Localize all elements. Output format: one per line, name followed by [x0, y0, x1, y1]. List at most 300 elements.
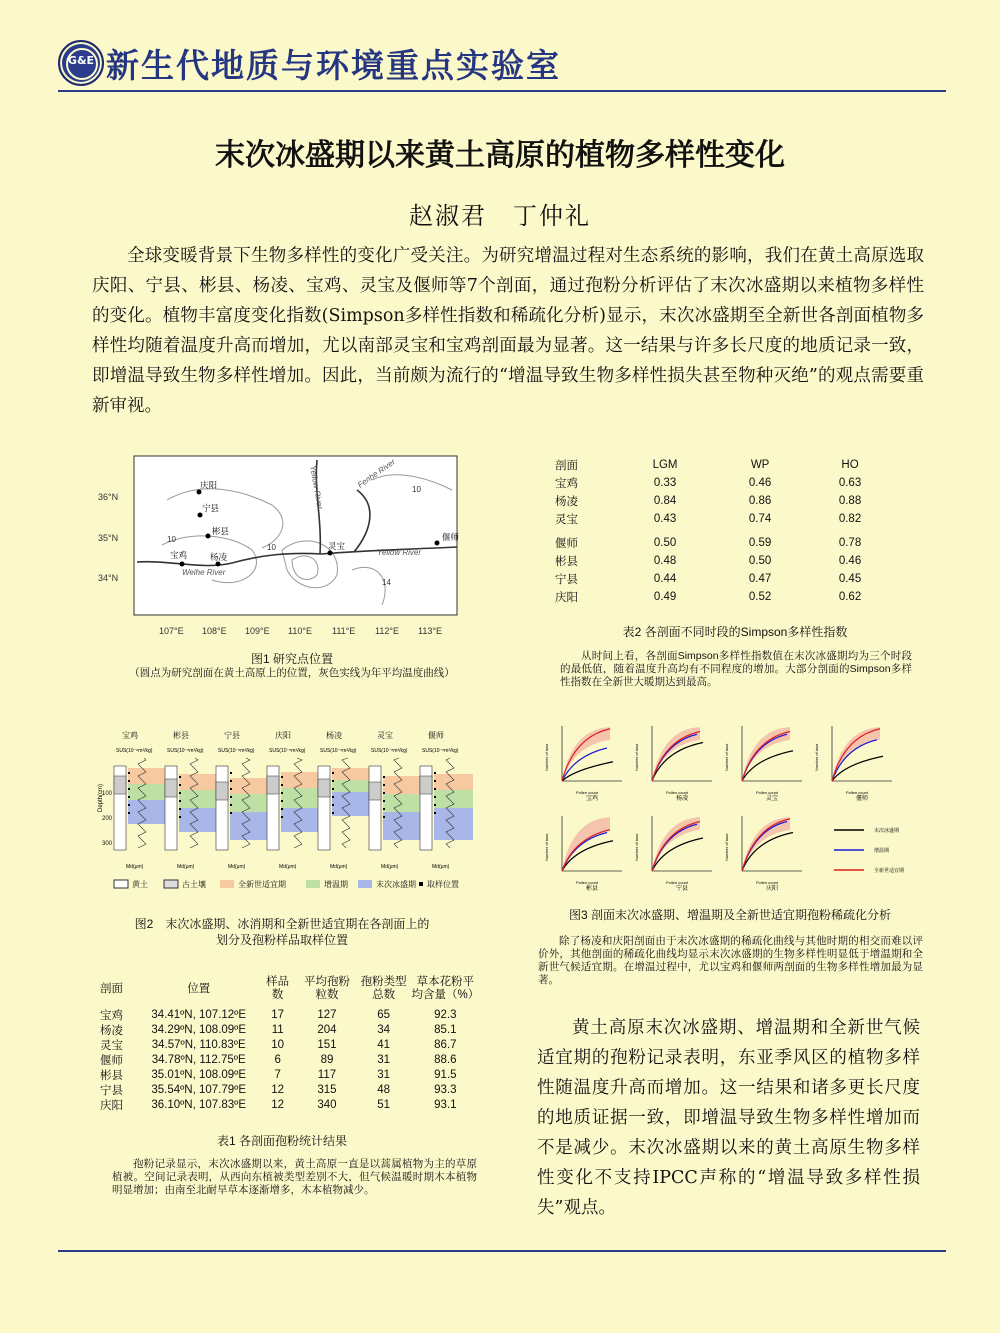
- table-cell: 庆阳: [555, 590, 578, 604]
- sample-marker: [281, 800, 283, 802]
- table-cell: 17: [271, 1009, 285, 1021]
- table-row: [100, 1083, 480, 1098]
- md-axis-label: Md(μm): [330, 864, 348, 870]
- t1-header-text: 平均孢粉: [303, 976, 350, 988]
- table-cell: 宁县: [100, 1083, 123, 1097]
- sample-marker: [434, 772, 436, 774]
- table-cell: 92.3: [434, 1009, 457, 1021]
- lon-label: 112°E: [375, 626, 399, 636]
- site-label: 庆阳: [200, 480, 218, 490]
- profile-site-label: 庆阳: [275, 731, 291, 740]
- sus-axis-label: SUS(10⁻⁸m³/kg): [422, 748, 459, 754]
- sample-marker: [332, 804, 334, 806]
- table-cell: 88.6: [434, 1054, 457, 1066]
- sample-marker: [128, 780, 130, 782]
- sus-axis-label: SUS(10⁻⁸m³/kg): [218, 748, 255, 754]
- site-label: 偃师: [442, 532, 460, 542]
- depth-tick: 300: [102, 841, 113, 847]
- table2-note: 从时间上看，各剖面Simpson多样性指数值在末次冰盛期均为三个时段的最低值，随着温度升高均有不同程度的增加。大部分剖面的Simpson多样性指数在全新世大暖期达到最高。: [560, 650, 912, 688]
- table-cell: 151: [317, 1039, 337, 1051]
- table-cell: 204: [317, 1024, 337, 1036]
- table-1: [100, 976, 480, 1113]
- table-cell: 10: [271, 1039, 285, 1051]
- profile-site-label: 杨凌: [326, 731, 342, 740]
- table-2: [555, 456, 895, 606]
- footer-divider: [58, 1250, 946, 1252]
- sample-marker: [128, 788, 130, 790]
- legend-ho-swatch: [220, 880, 234, 888]
- t1-header-text: 剖面: [100, 982, 123, 995]
- t1-header-text: 样品: [266, 976, 290, 988]
- sample-marker: [128, 772, 130, 774]
- period-band: [230, 778, 269, 794]
- table-cell: 85.1: [434, 1024, 457, 1036]
- table-2-header: [555, 456, 895, 474]
- table-cell: 7: [274, 1069, 281, 1081]
- table-cell: 65: [377, 1009, 391, 1021]
- md-axis-label: Md(μm): [432, 864, 450, 870]
- period-band: [383, 812, 422, 840]
- table-cell: 0.50: [653, 537, 677, 549]
- sus-axis-label: SUS(10⁻⁸m³/kg): [167, 748, 204, 754]
- md-axis-label: Md(μm): [177, 864, 195, 870]
- sample-marker: [434, 780, 436, 782]
- legend-label: 增温期: [324, 880, 348, 889]
- t2-header-cell: 剖面: [555, 460, 578, 472]
- table-cell: 0.48: [653, 555, 677, 567]
- sus-axis-label: SUS(10⁻⁸m³/kg): [320, 748, 357, 754]
- lab-name: 新生代地质与环境重点实验室: [106, 46, 561, 85]
- table-cell: 11: [271, 1024, 284, 1036]
- lon-label: 109°E: [245, 626, 270, 636]
- table-cell: 0.82: [838, 513, 862, 525]
- panel-xlabel: Pollen count: [756, 880, 779, 885]
- t1-header-text: 草本花粉平: [416, 976, 475, 988]
- table-cell: 宁县: [555, 572, 578, 586]
- legend-label: 黄土: [132, 880, 148, 889]
- legend-label: 全新世适宜期: [874, 868, 905, 874]
- site-label: 杨凌: [210, 552, 228, 562]
- table-cell: 0.33: [653, 477, 677, 489]
- panel-ylabel: Number of taxa: [634, 743, 639, 771]
- t1-header-text: 均含量（%）: [411, 989, 480, 1001]
- table-cell: 0.62: [838, 591, 862, 603]
- site-dot: [198, 513, 203, 518]
- table-row: [100, 1098, 480, 1113]
- table-cell: 117: [317, 1069, 337, 1081]
- depth-tick: 200: [102, 816, 113, 822]
- sample-marker: [332, 788, 334, 790]
- table-cell: 0.84: [653, 495, 677, 507]
- table-cell: 89: [320, 1054, 334, 1066]
- period-band: [434, 808, 473, 840]
- t2-header-cell: HO: [841, 459, 859, 471]
- sample-marker: [332, 780, 334, 782]
- table-cell: 41: [377, 1039, 391, 1051]
- isotherm-label: 14: [382, 578, 391, 587]
- panel-xlabel: Pollen count: [666, 880, 689, 885]
- table-row: [555, 552, 895, 570]
- md-axis-label: Md(μm): [126, 864, 144, 870]
- table-row: [100, 1053, 480, 1068]
- sample-marker: [434, 812, 436, 814]
- panel-xlabel: Pollen count: [846, 790, 869, 795]
- lon-label: 113°E: [418, 626, 442, 636]
- fig3-note: 除了杨凌和庆阳剖面由于末次冰盛期的稀疏化曲线与其他时期的相交而难以评价外，其他剖面的稀疏化曲线均显示末次冰盛期的生物多样性明显低于增温期和全新世气候适宜期。在增温过程中，尤以宝鸡和偃师两剖面的生物多样性增加最为显著。: [538, 935, 923, 986]
- table-cell: 杨凌: [555, 494, 578, 508]
- ho-confidence-band: [742, 817, 790, 871]
- sample-marker: [434, 796, 436, 798]
- fig1-caption: 图1 研究点位置: [250, 652, 333, 666]
- table-cell: 0.46: [838, 555, 862, 567]
- table-cell: 35.01ºN, 108.09ºE: [151, 1069, 247, 1081]
- sample-marker: [179, 792, 181, 794]
- period-band: [281, 808, 320, 832]
- table-cell: 31: [377, 1054, 391, 1066]
- site-dot: [197, 490, 202, 495]
- table-cell: 彬县: [100, 1068, 123, 1082]
- md-axis-label: Md(μm): [228, 864, 246, 870]
- t1-header-text: 数: [271, 989, 284, 1001]
- sample-marker: [128, 812, 130, 814]
- period-band: [281, 772, 320, 788]
- sample-marker: [383, 808, 385, 810]
- site-label: 宁县: [202, 503, 220, 513]
- table-row: [555, 570, 895, 588]
- period-band: [128, 784, 167, 800]
- table-row: [555, 510, 895, 531]
- table-cell: 宝鸡: [555, 476, 578, 490]
- logo-text: G&E: [67, 54, 95, 67]
- sample-marker: [434, 788, 436, 790]
- paleosol-layer: [267, 776, 279, 794]
- paleosol-layer: [216, 782, 228, 800]
- table-cell: 35.54ºN, 107.79ºE: [151, 1084, 247, 1096]
- depth-tick: 100: [102, 791, 113, 797]
- isotherm-label: 10: [167, 535, 176, 544]
- legend-label: 取样位置: [427, 880, 459, 889]
- legend-sample-swatch: [419, 882, 423, 886]
- sample-marker: [332, 796, 334, 798]
- table-cell: 灵宝: [555, 512, 578, 526]
- profile-site-label: 宝鸡: [122, 731, 138, 740]
- panel-site-label: 杨凌: [676, 796, 689, 802]
- depth-axis-label: Depth(cm): [98, 783, 104, 812]
- legend-label: 古土壤: [182, 880, 206, 889]
- page-title: 末次冰盛期以来黄土高原的植物多样性变化: [215, 138, 785, 173]
- legend-wp-swatch: [306, 880, 320, 888]
- period-band: [128, 800, 167, 824]
- table-cell: 34.41ºN, 107.12ºE: [151, 1009, 247, 1021]
- panel-site-label: 宝鸡: [586, 796, 599, 802]
- period-band: [383, 794, 422, 812]
- legend-label: 增温期: [874, 848, 890, 854]
- period-band: [179, 774, 218, 790]
- fig2-caption-line2: 划分及孢粉样品取样位置: [215, 933, 348, 947]
- table-cell: 庆阳: [100, 1098, 123, 1112]
- panel-site-label: 偃师: [856, 796, 869, 802]
- sample-marker: [230, 772, 232, 774]
- panel-ylabel: Number of taxa: [544, 833, 549, 861]
- legend-lgm-swatch: [358, 880, 372, 888]
- md-axis-label: Md(μm): [381, 864, 399, 870]
- sample-marker: [179, 816, 181, 818]
- table-row: [555, 474, 895, 492]
- lat-label: 34°N: [98, 573, 119, 583]
- table-cell: 12: [271, 1099, 285, 1111]
- fig3-caption: 图3 剖面末次冰盛期、增温期及全新世适宜期孢粉稀疏化分析: [568, 908, 891, 922]
- panel-site-label: 庆阳: [766, 886, 779, 892]
- sample-marker: [179, 800, 181, 802]
- table-row: [100, 1008, 480, 1023]
- sample-marker: [128, 796, 130, 798]
- table-cell: 0.49: [653, 591, 677, 603]
- table-cell: 36.10ºN, 107.83ºE: [151, 1099, 247, 1111]
- legend-label: 末次冰盛期: [874, 828, 900, 834]
- table-cell: 0.52: [748, 591, 772, 603]
- legend-label: 末次冰盛期: [376, 880, 416, 889]
- table-cell: 0.46: [748, 477, 772, 489]
- period-band: [230, 794, 269, 812]
- period-band: [434, 790, 473, 808]
- sample-marker: [230, 780, 232, 782]
- t1-header-cell: [297, 976, 356, 1008]
- table-cell: 127: [317, 1009, 337, 1021]
- t1-header-cell: [411, 976, 480, 1008]
- sample-marker: [332, 772, 334, 774]
- table-cell: 0.47: [748, 573, 772, 585]
- profile-site-label: 宁县: [224, 731, 240, 740]
- figure-1-map: [92, 450, 472, 645]
- sample-marker: [332, 812, 334, 814]
- ho-confidence-band: [562, 817, 610, 871]
- panel-ylabel: Number of taxa: [724, 833, 729, 861]
- sample-marker: [128, 804, 130, 806]
- t2-header-cell: LGM: [652, 459, 678, 471]
- period-band: [332, 780, 371, 792]
- paleosol-layer: [114, 776, 126, 794]
- table-cell: 12: [271, 1084, 285, 1096]
- panel-site-label: 灵宝: [766, 796, 779, 802]
- figure-2-profiles: [92, 728, 482, 900]
- table-cell: 0.86: [748, 495, 772, 507]
- table-cell: 91.5: [434, 1069, 457, 1081]
- isotherm-label: 10: [412, 485, 421, 494]
- site-dot: [328, 551, 333, 556]
- table-cell: 34: [377, 1024, 391, 1036]
- river-label: Yellow River: [308, 464, 325, 510]
- sample-marker: [230, 796, 232, 798]
- sample-marker: [383, 776, 385, 778]
- sample-marker: [383, 784, 385, 786]
- sample-marker: [281, 816, 283, 818]
- period-band: [281, 788, 320, 808]
- t1-header-text: 粒数: [315, 989, 339, 1001]
- legend-loess-swatch: [114, 880, 128, 888]
- sample-marker: [179, 808, 181, 810]
- table-cell: 0.43: [653, 513, 677, 525]
- period-band: [128, 768, 167, 784]
- table-row: [555, 588, 895, 606]
- table-cell: 0.78: [838, 537, 862, 549]
- map-frame: [134, 456, 457, 615]
- sample-marker: [383, 792, 385, 794]
- lon-label: 111°E: [332, 626, 356, 636]
- t1-header-cell: [139, 976, 258, 1008]
- table-cell: 51: [377, 1099, 391, 1111]
- panel-ylabel: Number of taxa: [544, 743, 549, 771]
- table-cell: 宝鸡: [100, 1008, 123, 1022]
- profile-site-label: 灵宝: [377, 731, 393, 740]
- table-cell: 34.78ºN, 112.75ºE: [151, 1054, 246, 1066]
- table-cell: 0.44: [653, 573, 677, 585]
- site-dot: [435, 541, 440, 546]
- period-band: [179, 790, 218, 808]
- table-cell: 0.45: [838, 573, 862, 585]
- table-cell: 34.29ºN, 108.09ºE: [151, 1024, 247, 1036]
- t1-header-text: 位置: [187, 982, 211, 995]
- panel-xlabel: Pollen count: [576, 790, 599, 795]
- t1-header-cell: [258, 976, 297, 1008]
- table-row: [100, 1038, 480, 1053]
- t1-header-text: 孢粉类型: [360, 976, 407, 988]
- sample-marker: [281, 784, 283, 786]
- site-label: 宝鸡: [170, 550, 188, 560]
- table-cell: 灵宝: [100, 1038, 123, 1052]
- table-cell: 偃师: [555, 536, 578, 550]
- lon-label: 110°E: [288, 626, 312, 636]
- table-cell: 86.7: [434, 1039, 457, 1051]
- site-label: 彬县: [212, 526, 230, 536]
- abstract: 全球变暖背景下生物多样性的变化广受关注。为研究增温过程对生态系统的影响，我们在黄土高原选取庆阳、宁县、彬县、杨凌、宝鸡、灵宝及偃师等7个剖面，通过孢粉分析评估了末次冰盛期以来植物多样性的变化。植物丰富度变化指数(Simpson多样性指数和稀疏化分析)显示，末次冰盛期至全新世各剖面植物多样性均随着温度升高而增加，尤以南部灵宝和宝鸡剖面最为显著。这一结果与许多长尺度的地质记录一致，即增温导致生物多样性增加。因此，当前颇为流行的“增温导致生物多样性损失甚至物种灭绝”的观点需要重新审视。: [92, 246, 924, 416]
- sample-marker: [434, 804, 436, 806]
- table-row: [100, 1068, 480, 1083]
- panel-ylabel: Number of taxa: [814, 743, 819, 771]
- authors: 赵淑君 丁仲礼: [409, 202, 591, 230]
- panel-xlabel: Pollen count: [576, 880, 599, 885]
- table-cell: 93.3: [434, 1084, 457, 1096]
- sample-marker: [383, 816, 385, 818]
- header-divider: [58, 90, 946, 92]
- table-cell: 48: [377, 1084, 391, 1096]
- profile-site-label: 彬县: [173, 731, 189, 740]
- sample-marker: [281, 792, 283, 794]
- sample-marker: [230, 804, 232, 806]
- table-cell: 34.57ºN, 110.83ºE: [151, 1039, 246, 1051]
- panel-ylabel: Number of taxa: [634, 833, 639, 861]
- sample-marker: [281, 776, 283, 778]
- stratigraphy-column: [318, 766, 330, 850]
- site-dot: [180, 562, 185, 567]
- sample-marker: [179, 784, 181, 786]
- table-cell: 偃师: [100, 1053, 123, 1067]
- table-cell: 杨凌: [100, 1023, 123, 1037]
- table2-caption: 表2 各剖面不同时段的Simpson多样性指数: [622, 625, 848, 639]
- stratigraphy-column: [216, 766, 228, 850]
- isotherm-label: 10: [267, 543, 276, 552]
- panel-ylabel: Number of taxa: [724, 743, 729, 771]
- t1-header-cell: [100, 976, 139, 1008]
- panel-site-label: 宁县: [676, 886, 689, 892]
- lab-logo: [58, 40, 104, 86]
- fig2-caption: [92, 916, 472, 948]
- ho-confidence-band: [562, 727, 610, 781]
- stratigraphy-column: [165, 766, 177, 850]
- sample-marker: [383, 800, 385, 802]
- table1-note: 孢粉记录显示，末次冰盛期以来，黄土高原一直是以蒿属植物为主的草原植被。空间记录表明，从西向东植被类型差别不大，但气候温暖时期木本植物明显增加；由南至北耐旱草本逐渐增多，木本植物减少。: [112, 1158, 477, 1196]
- period-band: [332, 792, 371, 816]
- sus-axis-label: SUS(10⁻⁸m³/kg): [116, 748, 153, 754]
- lon-label: 107°E: [159, 626, 184, 636]
- profile-site-label: 偃师: [428, 731, 444, 740]
- panel-xlabel: Pollen count: [756, 790, 779, 795]
- stratigraphy-column: [369, 766, 381, 850]
- fig2-caption-line1: 图2 末次冰盛期、冰消期和全新世适宜期在各剖面上的: [134, 917, 430, 931]
- table-1-header: [100, 976, 480, 1008]
- table-cell: 340: [317, 1099, 337, 1111]
- lat-label: 35°N: [98, 533, 119, 543]
- table-row: [100, 1023, 480, 1038]
- site-dot: [216, 562, 221, 567]
- river-label: Fenhe River: [355, 457, 397, 490]
- md-axis-label: Md(μm): [279, 864, 297, 870]
- t1-header-cell: [357, 976, 411, 1008]
- panel-site-label: 彬县: [586, 886, 599, 892]
- sample-marker: [281, 808, 283, 810]
- period-band: [383, 776, 422, 794]
- table-cell: 315: [317, 1084, 337, 1096]
- rarefaction-curve: [742, 751, 793, 781]
- paleosol-layer: [369, 782, 381, 800]
- t2-header-cell: WP: [750, 459, 770, 471]
- period-band: [332, 768, 371, 780]
- site-dot: [206, 534, 211, 539]
- t1-header-text: 总数: [372, 989, 396, 1001]
- figure-3-rarefaction: [538, 718, 928, 904]
- table-cell: 6: [274, 1054, 281, 1066]
- panel-xlabel: Pollen count: [666, 790, 689, 795]
- table-row: [555, 492, 895, 510]
- paleosol-layer: [165, 779, 177, 797]
- sus-axis-label: SUS(10⁻⁸m³/kg): [269, 748, 306, 754]
- sample-marker: [230, 788, 232, 790]
- lat-label: 36°N: [98, 492, 119, 502]
- period-band: [434, 774, 473, 790]
- legend-label: 全新世适宜期: [238, 880, 286, 889]
- fig1-note: （圆点为研究剖面在黄土高原上的位置，灰色实线为年平均温度曲线）: [129, 667, 455, 679]
- site-label: 灵宝: [328, 541, 346, 551]
- river-label: Yellow River: [377, 548, 422, 557]
- river-label: Weihe River: [182, 568, 226, 577]
- lon-label: 108°E: [202, 626, 227, 636]
- table-cell: 0.59: [748, 537, 772, 549]
- legend-paleosol-swatch: [164, 880, 178, 888]
- period-band: [230, 812, 269, 840]
- conclusion: 黄土高原末次冰盛期、增温期和全新世气候适宜期的孢粉记录表明，东亚季风区的植物多样性随温度升高而增加。这一结果和诸多更长尺度的地质证据一致，即增温导致生物多样性增加而不是减少。末次冰盛期以来的黄土高原生物多样性变化不支持IPCC声称的“增温导致多样性损失”观点。: [537, 1018, 920, 1218]
- paleosol-layer: [420, 776, 432, 794]
- sus-axis-label: SUS(10⁻⁸m³/kg): [371, 748, 408, 754]
- table-cell: 31: [377, 1069, 391, 1081]
- sample-marker: [230, 812, 232, 814]
- paleosol-layer: [318, 779, 330, 797]
- sample-marker: [179, 776, 181, 778]
- table-cell: 0.88: [838, 495, 862, 507]
- table-cell: 0.74: [748, 513, 772, 525]
- table-cell: 0.50: [748, 555, 772, 567]
- table-cell: 0.63: [838, 477, 862, 489]
- period-band: [179, 808, 218, 832]
- table-row: [555, 531, 895, 552]
